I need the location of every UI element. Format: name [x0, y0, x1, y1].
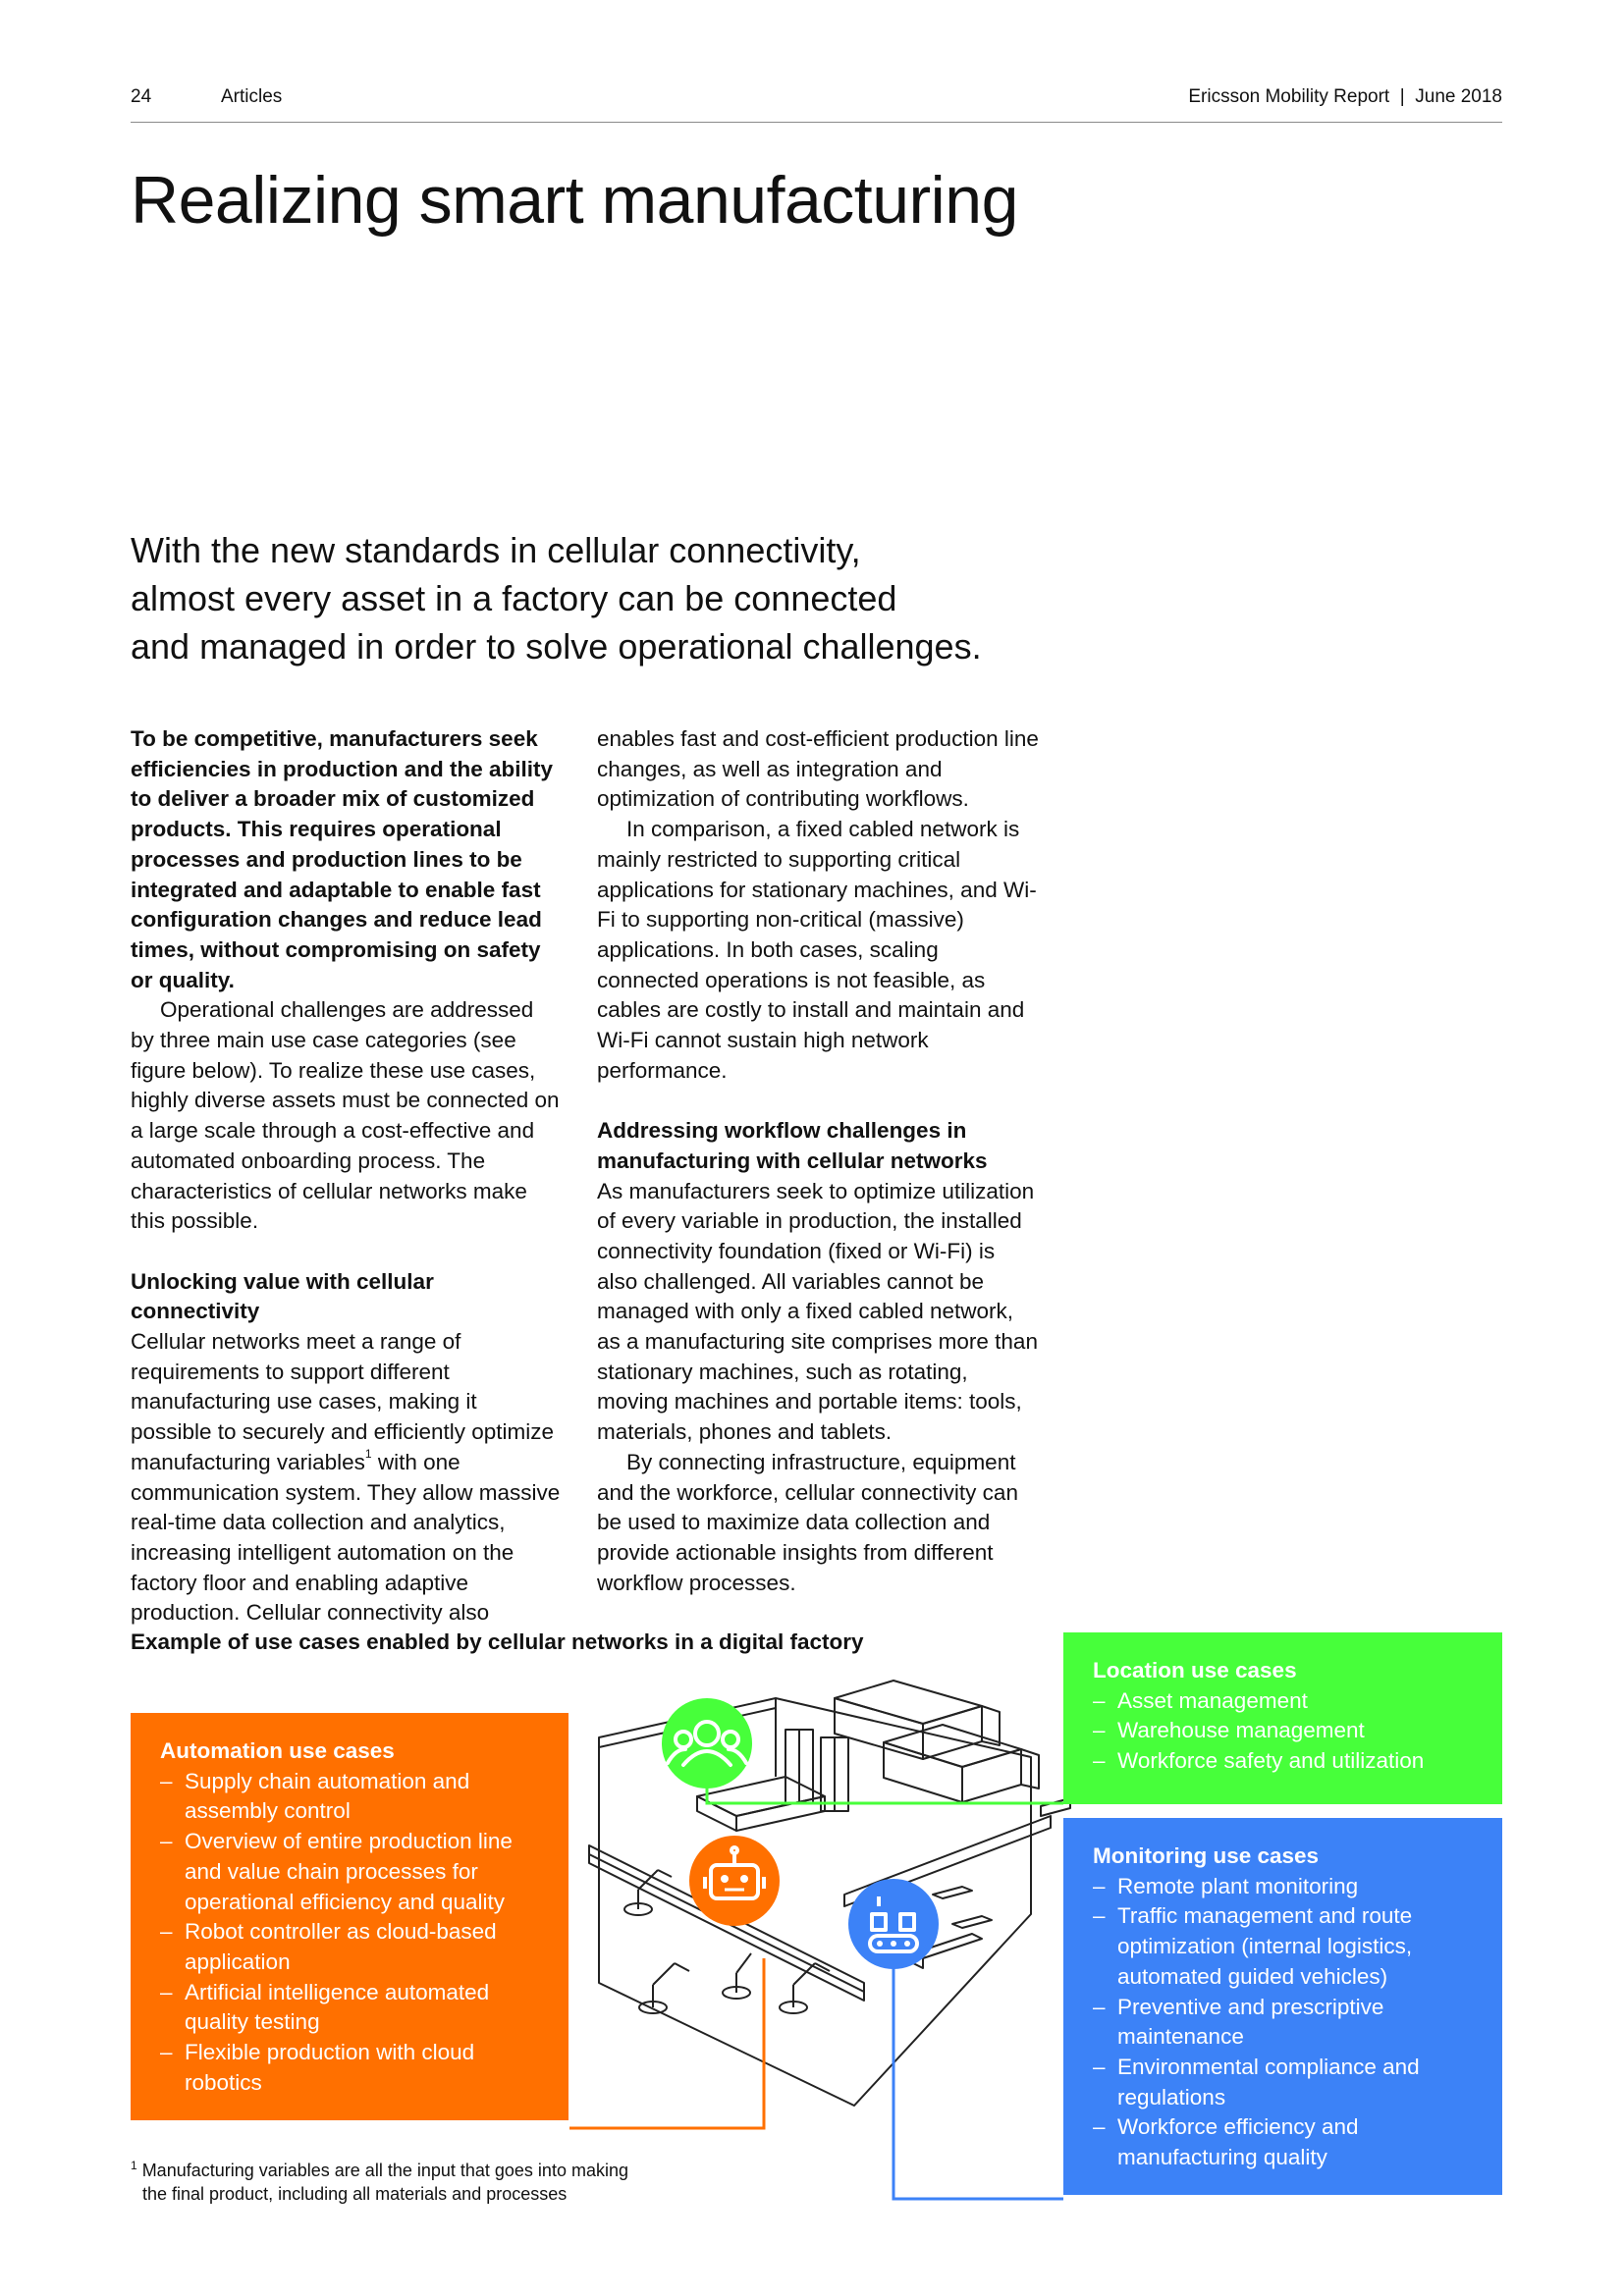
- monitoring-title: Monitoring use cases: [1093, 1843, 1320, 1868]
- list-item: – Asset management: [1093, 1686, 1475, 1717]
- list-item: – Artificial intelligence automated quality testing: [160, 1978, 541, 2038]
- people-icon: [662, 1698, 752, 1789]
- body-paragraph: As manufacturers seek to optimize utilization of every variable in production, the installed connectivity foundation (fixed or Wi-Fi) is also challenged. All variables cannot be managed with only a fixed cabled network, as a manufacturing site comprises more than stationary machines, such as rotating, moving machines and portable items: tools, materials, phones and tablets.: [597, 1178, 1038, 1445]
- location-use-cases: [1063, 1632, 1502, 1804]
- body-paragraph: Operational challenges are addressed by three main use case categories (see figure below). To realize these use cases, highly diverse assets must be connected on a large scale through a cost-effective and automated onboarding process. The characteristics of cellular networks make this possible.: [131, 997, 560, 1234]
- section-heading: Unlocking value with cellular connectivity: [131, 1268, 434, 1324]
- location-list: [1093, 1686, 1475, 1777]
- intro-text: [131, 526, 1014, 670]
- list-item: – Preventive and prescriptive maintenance: [1093, 1993, 1475, 2053]
- monitoring-list: [1093, 1872, 1475, 2173]
- body-paragraph: In comparison, a fixed cabled network is mainly restricted to supporting critical applications for stationary machines, and Wi-Fi to supporting non-critical (massive) applications. In both cases, scaling connected operations is not feasible, as cables are costly to install and maintain and Wi-Fi cannot sustain high network performance.: [597, 817, 1037, 1083]
- right-column: [597, 724, 1039, 1598]
- automation-list: [160, 1767, 541, 2099]
- location-title: Location use cases: [1093, 1658, 1297, 1682]
- section-label: Articles: [221, 86, 283, 107]
- factory-illustration: [550, 1669, 1080, 2218]
- automation-use-cases: [131, 1713, 568, 2120]
- body-paragraph: enables fast and cost-efficient production line changes, as well as integration and optimization of contributing workflows.: [597, 726, 1039, 812]
- header-separator: |: [1399, 86, 1405, 107]
- header-rule: [131, 122, 1502, 123]
- list-item: – Workforce efficiency and manufacturing quality: [1093, 2112, 1475, 2172]
- lead-paragraph: To be competitive, manufacturers seek efficiencies in production and the ability to deliver a broader mix of customized products. This requires operational processes and production lines to be integrated and adaptable to enable fast configuration changes and reduce lead times, without compromising on safety or quality.: [131, 726, 554, 992]
- footnote-ref: 1: [364, 1446, 372, 1461]
- list-item: – Remote plant monitoring: [1093, 1872, 1475, 1902]
- robot-icon: [689, 1836, 780, 1926]
- body-paragraph: By connecting infrastructure, equipment and the workforce, cellular connectivity can be used to maximize data collection and provide actionable insights from different workflow processes.: [597, 1449, 1018, 1595]
- footnote-line: the final product, including all materials and processes: [142, 2184, 568, 2204]
- factory-floor: [599, 1698, 1031, 2106]
- intro-line: almost every asset in a factory can be connected: [131, 578, 897, 618]
- footnote-marker: 1: [131, 2159, 137, 2172]
- page-number: 24: [131, 86, 152, 107]
- robot-arm: [723, 1953, 751, 1999]
- left-column: [131, 724, 563, 1629]
- list-item: – Overview of entire production line and value chain processes for operational efficiency and quality: [160, 1827, 541, 1917]
- list-item: – Supply chain automation and assembly control: [160, 1767, 541, 1827]
- report-date: June 2018: [1415, 86, 1502, 107]
- intro-line: With the new standards in cellular connectivity,: [131, 530, 861, 570]
- truck-2: [884, 1725, 1039, 1802]
- page-title: Realizing smart manufacturing: [131, 163, 1018, 238]
- conveyor-icon: [848, 1879, 939, 1969]
- section-heading: Addressing workflow challenges in manufacturing with cellular networks: [597, 1118, 988, 1173]
- automation-title: Automation use cases: [160, 1738, 395, 1763]
- list-item: – Warehouse management: [1093, 1716, 1475, 1746]
- figure-title: Example of use cases enabled by cellular networks in a digital factory: [131, 1629, 864, 1654]
- list-item: – Flexible production with cloud robotics: [160, 2038, 541, 2098]
- footnote-line: Manufacturing variables are all the input that goes into making: [136, 2161, 628, 2180]
- list-item: – Workforce safety and utilization: [1093, 1746, 1475, 1777]
- body-paragraph: Cellular networks meet a range of requirements to support different manufacturing use cases, making it possible to securely and efficiently optimize manufacturing variables$^1$ with one communication system. They allow massive real-time data collection and analytics, increasing intelligent automation on the factory floor and enabling adaptive production. Cellular connectivity also: [131, 1329, 561, 1626]
- intro-line: and managed in order to solve operational challenges.: [131, 626, 982, 667]
- footnote: [131, 2154, 628, 2206]
- truck-1: [835, 1681, 1000, 1759]
- list-item: – Environmental compliance and regulations: [1093, 2053, 1475, 2112]
- list-item: – Traffic management and route optimization (internal logistics, automated guided vehicles): [1093, 1901, 1475, 1992]
- report-name: Ericsson Mobility Report: [1188, 86, 1390, 107]
- list-item: – Robot controller as cloud-based application: [160, 1917, 541, 1977]
- monitoring-use-cases: [1063, 1818, 1502, 2195]
- report-header: [1188, 86, 1502, 108]
